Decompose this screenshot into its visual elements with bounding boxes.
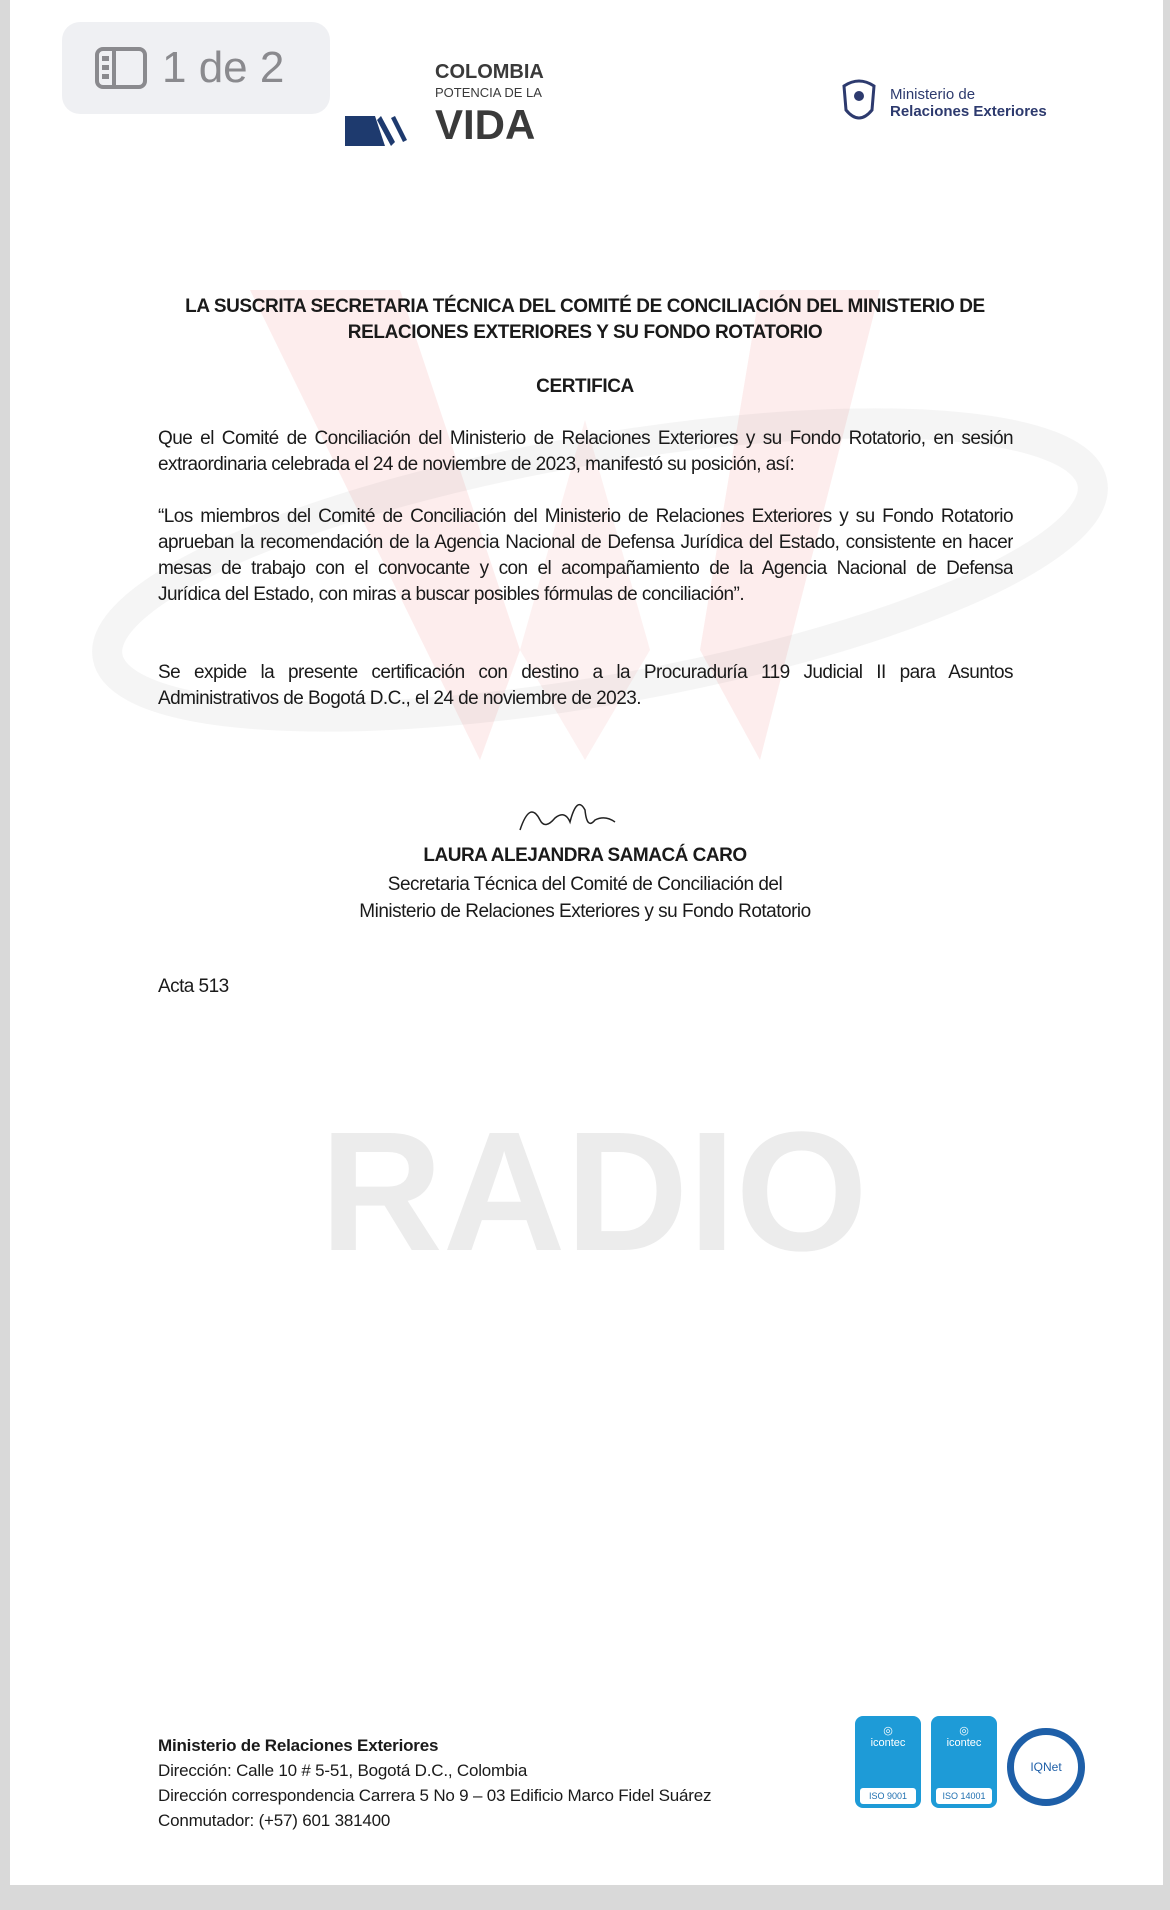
certification-logos bbox=[855, 1716, 1085, 1808]
document-page bbox=[10, 0, 1163, 1885]
logo-line-3: VIDA bbox=[435, 101, 536, 148]
acta-number: Acta 513 bbox=[158, 976, 229, 997]
icontec-iso9001-logo: ◎ icontec ISO 9001 bbox=[855, 1716, 921, 1808]
signature bbox=[515, 790, 635, 840]
ministry-logo-line-2: Relaciones Exteriores bbox=[890, 103, 1047, 120]
icontec-iso14001-logo: ◎ icontec ISO 14001 bbox=[931, 1716, 997, 1808]
signer-name: LAURA ALEJANDRA SAMACÁ CARO bbox=[423, 845, 747, 866]
logo-line-1: COLOMBIA bbox=[435, 61, 544, 83]
sidebar-icon bbox=[94, 46, 148, 90]
iqnet-logo: IQNet bbox=[1007, 1728, 1085, 1806]
issuance-paragraph: Se expide la presente certificación con destino a la Procuraduría 119 Judicial II para Asuntos Administrativos de Bogotá D.C., el 24 de noviembre de 2023. bbox=[158, 662, 1013, 709]
logo-line-2: POTENCIA DE LA bbox=[435, 85, 542, 100]
quote-paragraph: “Los miembros del Comité de Conciliación del Ministerio de Relaciones Exteriores y su Fondo Rotatorio aprueban la recomendación de la Agencia Nacional de Defensa Jurídica del Estado, consistente en hacer mesas de trabajo con el convocante y con el acompañamiento de la Agencia Nacional de Defensa Jurídica del Estado, con miras a buscar posibles fórmulas de conciliación”. bbox=[158, 506, 1013, 605]
ministry-logo-line-1: Ministerio de bbox=[890, 86, 976, 103]
coat-of-arms-icon bbox=[836, 76, 882, 130]
page-count: 1 de 2 bbox=[162, 43, 285, 92]
page-indicator[interactable] bbox=[62, 22, 330, 114]
footer-contact: Ministerio de Relaciones Exteriores Dirección: Calle 10 # 5-51, Bogotá D.C., Colombia Dirección correspondencia Carrera 5 No 9 – 03 Edificio Marco Fidel Suárez Conmutador: (+57) 601 381400 bbox=[158, 1736, 712, 1830]
colombia-logo-mark bbox=[345, 116, 425, 146]
intro-paragraph: Que el Comité de Conciliación del Ministerio de Relaciones Exteriores y su Fondo Rotatorio, en sesión extraordinaria celebrada el 24 de noviembre de 2023, manifestó su posición, así: bbox=[158, 428, 1013, 475]
ministry-logo bbox=[836, 76, 1047, 130]
signer-title: Secretaria Técnica del Comité de Conciliación del Ministerio de Relaciones Exteriores y su Fondo Rotatorio bbox=[359, 874, 811, 922]
colombia-logo bbox=[345, 62, 585, 152]
certifica-heading: CERTIFICA bbox=[536, 376, 634, 397]
document-title: LA SUSCRITA SECRETARIA TÉCNICA DEL COMITÉ DE CONCILIACIÓN DEL MINISTERIO DE RELACIONES EXTERIORES Y SU FONDO ROTATORIO bbox=[185, 296, 985, 343]
